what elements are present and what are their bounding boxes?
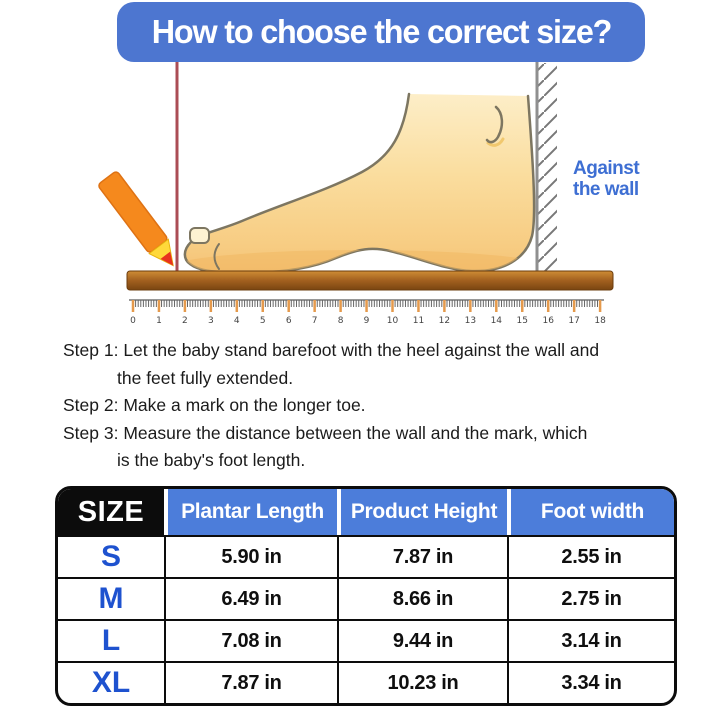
size-label: S: [100, 540, 121, 573]
svg-text:18: 18: [594, 316, 606, 326]
pencil-icon: [97, 171, 182, 273]
svg-text:12: 12: [438, 316, 451, 326]
plantar-length-value: 6.49 in: [164, 579, 337, 619]
svg-text:15: 15: [516, 316, 528, 326]
svg-text:3: 3: [207, 316, 214, 326]
instruction-steps: [63, 337, 683, 475]
header-product-height: Product Height: [337, 489, 507, 535]
svg-text:2: 2: [182, 316, 188, 326]
step-3-line-1: Step 3: Measure the distance between the wall and the mark, which: [63, 422, 588, 443]
svg-text:6: 6: [285, 316, 292, 326]
product-height-value: 7.87 in: [337, 537, 507, 577]
baby-foot-graphic: [170, 94, 550, 286]
product-height-value: 8.66 in: [337, 579, 507, 619]
plantar-length-value: 7.87 in: [164, 663, 337, 703]
svg-text:5: 5: [259, 316, 266, 326]
header-foot-width: Foot width: [507, 489, 674, 535]
svg-text:17: 17: [568, 316, 580, 326]
size-label: XL: [91, 666, 131, 699]
svg-text:8: 8: [337, 316, 344, 326]
foot-width-value: 2.55 in: [507, 537, 674, 577]
plantar-length-value: 7.08 in: [164, 621, 337, 661]
floor-graphic: [127, 271, 613, 290]
plantar-length-value: 5.90 in: [164, 537, 337, 577]
page-title: How to choose the correct size?: [151, 13, 611, 50]
size-table: [55, 486, 677, 706]
header-plantar-length: Plantar Length: [164, 489, 337, 535]
svg-text:9: 9: [363, 316, 370, 326]
wall-label: Against the wall: [573, 158, 640, 200]
step-1-line-2: the feet fully extended.: [117, 367, 294, 388]
step-2-line-1: Step 2: Make a mark on the longer toe.: [63, 395, 366, 416]
step-3-line-2: is the baby's foot length.: [117, 450, 306, 471]
table-row-xl: [58, 661, 674, 703]
toenail: [190, 228, 209, 243]
wall-hatching: [538, 63, 557, 272]
svg-text:10: 10: [386, 316, 399, 326]
foot-width-value: 2.75 in: [507, 579, 674, 619]
foot-width-value: 3.34 in: [507, 663, 674, 703]
product-height-value: 10.23 in: [337, 663, 507, 703]
svg-text:16: 16: [542, 316, 554, 326]
svg-text:7: 7: [311, 316, 318, 326]
foot-width-value: 3.14 in: [507, 621, 674, 661]
svg-text:13: 13: [464, 316, 477, 326]
svg-text:0: 0: [130, 316, 136, 326]
table-row-l: [58, 619, 674, 661]
product-height-value: 9.44 in: [337, 621, 507, 661]
table-row-s: [58, 535, 674, 577]
svg-text:1: 1: [156, 316, 162, 326]
ruler-graphic: [129, 300, 606, 326]
svg-text:14: 14: [490, 316, 503, 326]
size-label: M: [98, 582, 124, 615]
step-1-line-1: Step 1: Let the baby stand barefoot with the heel against the wall and: [63, 340, 600, 360]
title-banner: [117, 2, 645, 62]
svg-text:11: 11: [412, 316, 425, 326]
size-label: L: [101, 624, 121, 657]
svg-text:4: 4: [233, 316, 240, 326]
table-row-m: [58, 577, 674, 619]
size-table-header-row: [58, 489, 674, 535]
header-size: SIZE: [58, 489, 164, 535]
